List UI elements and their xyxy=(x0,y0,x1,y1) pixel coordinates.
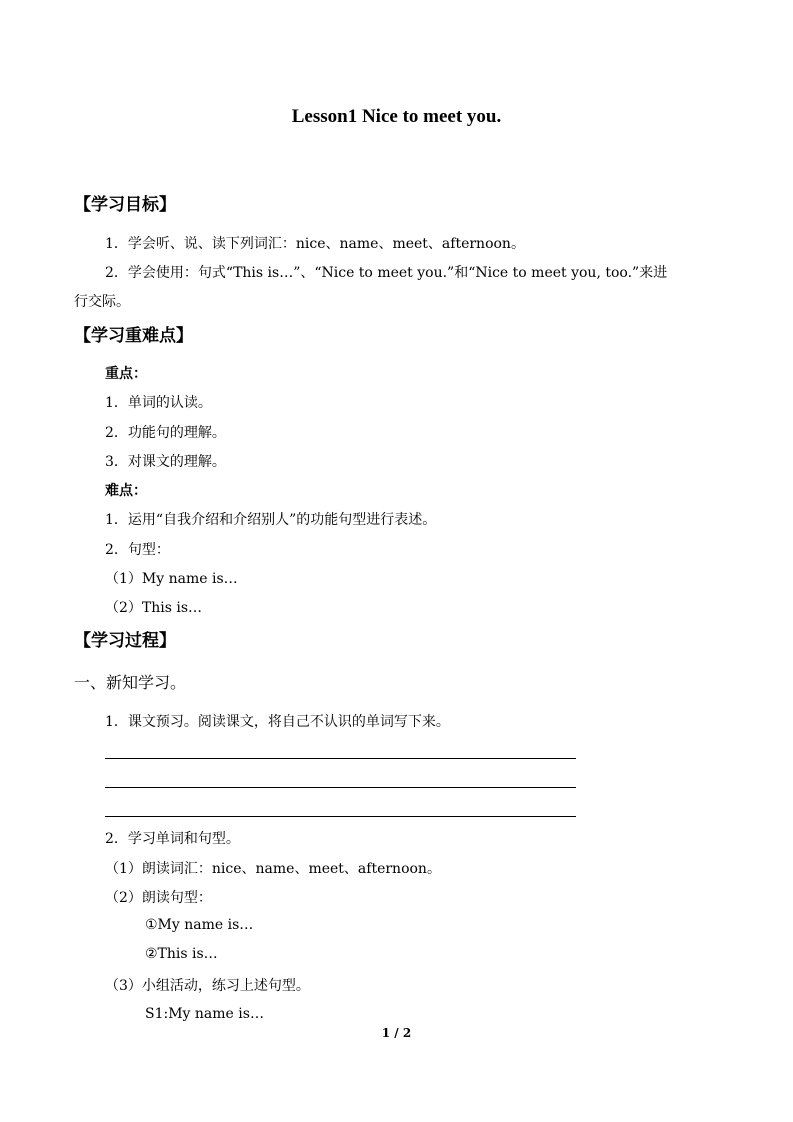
key-item-2: 2．功能句的理解。 xyxy=(105,425,226,441)
difficult-label: 难点： xyxy=(105,483,147,499)
key-item-3: 3．对课文的理解。 xyxy=(105,454,226,470)
sentence-pattern-1: ①My name is… xyxy=(145,917,254,933)
page-number: 1 / 2 xyxy=(381,1026,412,1040)
answer-line-3[interactable] xyxy=(105,816,576,817)
key-label: 重点： xyxy=(105,366,147,382)
sub-step-1: （1）朗读词汇：nice、name、meet、afternoon。 xyxy=(105,861,441,877)
goal-item-2-continued: 行交际。 xyxy=(74,294,130,310)
difficult-item-3: （1）My name is… xyxy=(105,571,238,587)
difficult-item-1: 1．运用“自我介绍和介绍别人”的功能句型进行表述。 xyxy=(105,512,437,528)
key-item-1: 1．单词的认读。 xyxy=(105,395,212,411)
sub-step-3: （3）小组活动，练习上述句型。 xyxy=(105,978,310,994)
section-heading-process: 【学习过程】 xyxy=(74,631,176,651)
section-heading-goals: 【学习目标】 xyxy=(74,195,176,215)
answer-line-1[interactable] xyxy=(105,758,576,759)
difficult-item-2: 2．句型： xyxy=(105,542,170,558)
goal-item-2: 2．学会使用：句式“This is…”、“Nice to meet you.”和“Nice to meet you, too.”来进 xyxy=(105,265,668,281)
page-title: Lesson1 Nice to meet you. xyxy=(291,106,502,127)
difficult-item-4: （2）This is… xyxy=(105,600,203,616)
section-heading-key-points: 【学习重难点】 xyxy=(74,326,193,346)
sub-step-2: （2）朗读句型： xyxy=(105,890,212,906)
sentence-pattern-2: ②This is… xyxy=(145,946,218,962)
step-2: 2．学习单词和句型。 xyxy=(105,831,240,847)
part-one-heading: 一、新知学习。 xyxy=(74,673,187,692)
answer-line-2[interactable] xyxy=(105,787,576,788)
goal-item-1: 1．学会听、说、读下列词汇：nice、name、meet、afternoon。 xyxy=(105,236,525,252)
dialog-line: S1:My name is… xyxy=(145,1006,264,1022)
step-1: 1．课文预习。阅读课文，将自己不认识的单词写下来。 xyxy=(105,714,450,730)
